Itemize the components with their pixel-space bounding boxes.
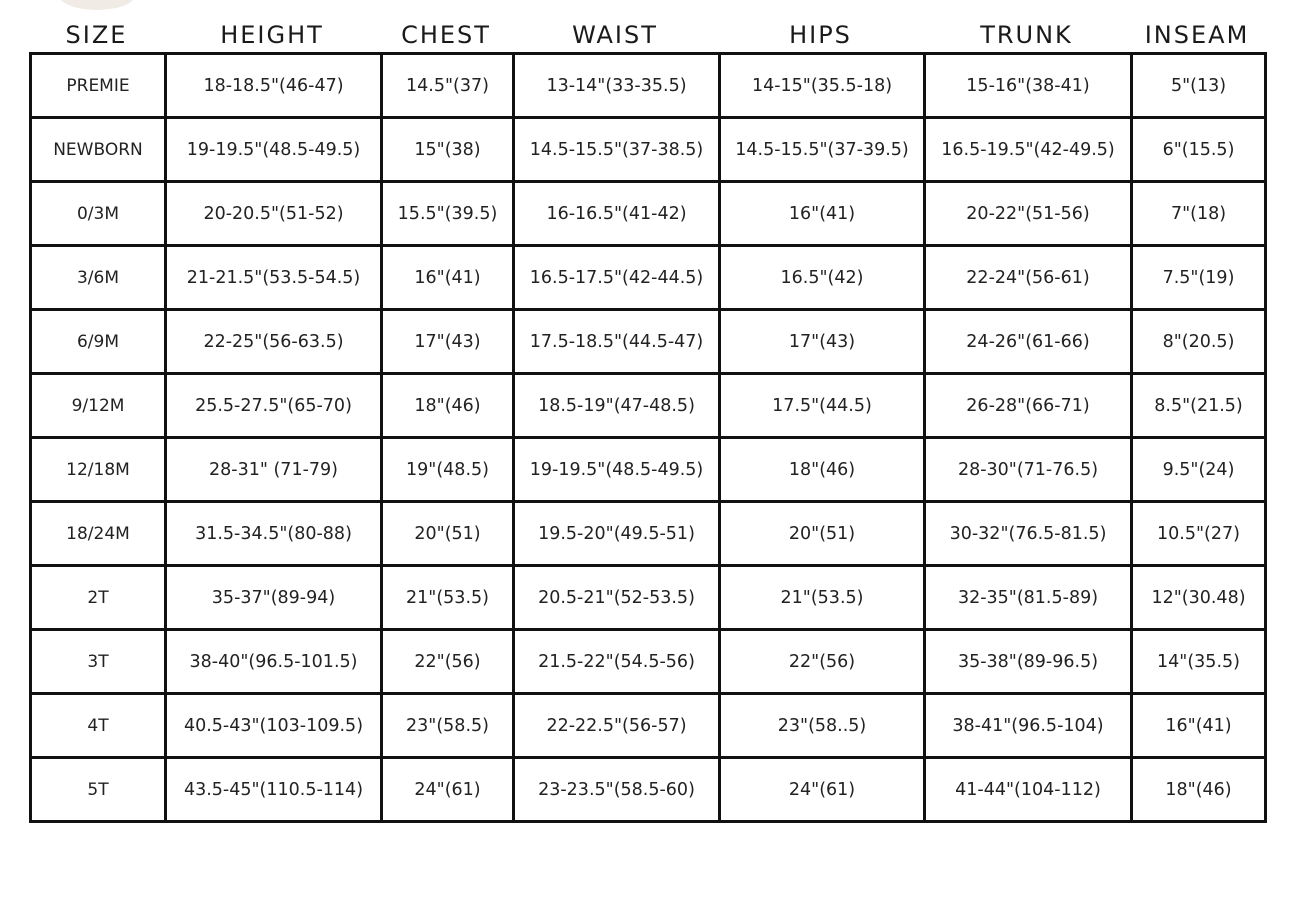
cell-hips: 14.5-15.5"(37-39.5) xyxy=(720,118,925,182)
cell-waist: 13-14"(33-35.5) xyxy=(514,54,720,118)
cell-waist: 22-22.5"(56-57) xyxy=(514,694,720,758)
cell-waist: 17.5-18.5"(44.5-47) xyxy=(514,310,720,374)
table-row xyxy=(31,694,1266,758)
header-row xyxy=(29,18,1264,52)
cell-inseam: 8.5"(21.5) xyxy=(1132,374,1266,438)
cell-height: 25.5-27.5"(65-70) xyxy=(166,374,382,438)
cell-size: 5T xyxy=(31,758,166,822)
cell-size: 6/9M xyxy=(31,310,166,374)
cell-chest: 14.5"(37) xyxy=(382,54,514,118)
cell-size: 9/12M xyxy=(31,374,166,438)
cell-size: 3T xyxy=(31,630,166,694)
cell-height: 19-19.5"(48.5-49.5) xyxy=(166,118,382,182)
size-table-body xyxy=(31,54,1266,822)
column-header-height: HEIGHT xyxy=(220,21,324,49)
cell-chest: 15.5"(39.5) xyxy=(382,182,514,246)
table-row xyxy=(31,630,1266,694)
cell-hips: 24"(61) xyxy=(720,758,925,822)
cell-trunk: 15-16"(38-41) xyxy=(925,54,1132,118)
cell-chest: 19"(48.5) xyxy=(382,438,514,502)
cell-trunk: 32-35"(81.5-89) xyxy=(925,566,1132,630)
cell-height: 28-31" (71-79) xyxy=(166,438,382,502)
table-row xyxy=(31,54,1266,118)
cell-chest: 23"(58.5) xyxy=(382,694,514,758)
cell-inseam: 8"(20.5) xyxy=(1132,310,1266,374)
table-row xyxy=(31,182,1266,246)
cell-trunk: 35-38"(89-96.5) xyxy=(925,630,1132,694)
cell-inseam: 7"(18) xyxy=(1132,182,1266,246)
column-header-chest: CHEST xyxy=(401,21,491,49)
cell-height: 40.5-43"(103-109.5) xyxy=(166,694,382,758)
cell-inseam: 5"(13) xyxy=(1132,54,1266,118)
cell-inseam: 16"(41) xyxy=(1132,694,1266,758)
cell-hips: 14-15"(35.5-18) xyxy=(720,54,925,118)
cell-size: 18/24M xyxy=(31,502,166,566)
cell-inseam: 18"(46) xyxy=(1132,758,1266,822)
cell-chest: 17"(43) xyxy=(382,310,514,374)
cell-trunk: 41-44"(104-112) xyxy=(925,758,1132,822)
cell-inseam: 6"(15.5) xyxy=(1132,118,1266,182)
cell-inseam: 12"(30.48) xyxy=(1132,566,1266,630)
cell-waist: 21.5-22"(54.5-56) xyxy=(514,630,720,694)
cell-inseam: 9.5"(24) xyxy=(1132,438,1266,502)
cell-height: 18-18.5"(46-47) xyxy=(166,54,382,118)
cell-size: NEWBORN xyxy=(31,118,166,182)
cell-waist: 14.5-15.5"(37-38.5) xyxy=(514,118,720,182)
column-header-inseam: INSEAM xyxy=(1144,21,1250,49)
size-chart xyxy=(29,18,1264,823)
cell-waist: 16-16.5"(41-42) xyxy=(514,182,720,246)
cell-chest: 18"(46) xyxy=(382,374,514,438)
cell-trunk: 38-41"(96.5-104) xyxy=(925,694,1132,758)
cell-size: 0/3M xyxy=(31,182,166,246)
cell-trunk: 20-22"(51-56) xyxy=(925,182,1132,246)
cell-size: 2T xyxy=(31,566,166,630)
cell-hips: 16.5"(42) xyxy=(720,246,925,310)
cell-waist: 16.5-17.5"(42-44.5) xyxy=(514,246,720,310)
table-row xyxy=(31,246,1266,310)
cell-size: PREMIE xyxy=(31,54,166,118)
cell-hips: 23"(58..5) xyxy=(720,694,925,758)
cell-height: 38-40"(96.5-101.5) xyxy=(166,630,382,694)
cell-trunk: 28-30"(71-76.5) xyxy=(925,438,1132,502)
size-table xyxy=(29,52,1267,823)
column-header-trunk: TRUNK xyxy=(980,21,1073,49)
cell-height: 31.5-34.5"(80-88) xyxy=(166,502,382,566)
table-row xyxy=(31,374,1266,438)
cell-chest: 15"(38) xyxy=(382,118,514,182)
cell-hips: 20"(51) xyxy=(720,502,925,566)
cell-height: 21-21.5"(53.5-54.5) xyxy=(166,246,382,310)
table-row xyxy=(31,758,1266,822)
cell-chest: 22"(56) xyxy=(382,630,514,694)
column-header-hips: HIPS xyxy=(789,21,852,49)
cell-chest: 24"(61) xyxy=(382,758,514,822)
cell-hips: 16"(41) xyxy=(720,182,925,246)
cell-trunk: 22-24"(56-61) xyxy=(925,246,1132,310)
cell-size: 4T xyxy=(31,694,166,758)
cell-waist: 19-19.5"(48.5-49.5) xyxy=(514,438,720,502)
cell-height: 35-37"(89-94) xyxy=(166,566,382,630)
column-header-size: SIZE xyxy=(65,21,128,49)
cell-chest: 16"(41) xyxy=(382,246,514,310)
cell-height: 20-20.5"(51-52) xyxy=(166,182,382,246)
table-row xyxy=(31,118,1266,182)
cell-trunk: 30-32"(76.5-81.5) xyxy=(925,502,1132,566)
cell-hips: 17"(43) xyxy=(720,310,925,374)
cell-trunk: 16.5-19.5"(42-49.5) xyxy=(925,118,1132,182)
cell-trunk: 26-28"(66-71) xyxy=(925,374,1132,438)
cell-waist: 23-23.5"(58.5-60) xyxy=(514,758,720,822)
cell-chest: 20"(51) xyxy=(382,502,514,566)
cell-hips: 22"(56) xyxy=(720,630,925,694)
cell-hips: 21"(53.5) xyxy=(720,566,925,630)
cell-height: 22-25"(56-63.5) xyxy=(166,310,382,374)
table-row xyxy=(31,502,1266,566)
column-header-waist: WAIST xyxy=(572,21,658,49)
cell-inseam: 10.5"(27) xyxy=(1132,502,1266,566)
cell-inseam: 14"(35.5) xyxy=(1132,630,1266,694)
table-row xyxy=(31,438,1266,502)
cell-size: 3/6M xyxy=(31,246,166,310)
cell-hips: 17.5"(44.5) xyxy=(720,374,925,438)
cell-hips: 18"(46) xyxy=(720,438,925,502)
cell-waist: 18.5-19"(47-48.5) xyxy=(514,374,720,438)
cell-height: 43.5-45"(110.5-114) xyxy=(166,758,382,822)
cell-inseam: 7.5"(19) xyxy=(1132,246,1266,310)
cell-size: 12/18M xyxy=(31,438,166,502)
cell-waist: 19.5-20"(49.5-51) xyxy=(514,502,720,566)
cell-chest: 21"(53.5) xyxy=(382,566,514,630)
cell-trunk: 24-26"(61-66) xyxy=(925,310,1132,374)
table-row xyxy=(31,310,1266,374)
table-row xyxy=(31,566,1266,630)
logo-fragment xyxy=(58,0,136,10)
cell-waist: 20.5-21"(52-53.5) xyxy=(514,566,720,630)
